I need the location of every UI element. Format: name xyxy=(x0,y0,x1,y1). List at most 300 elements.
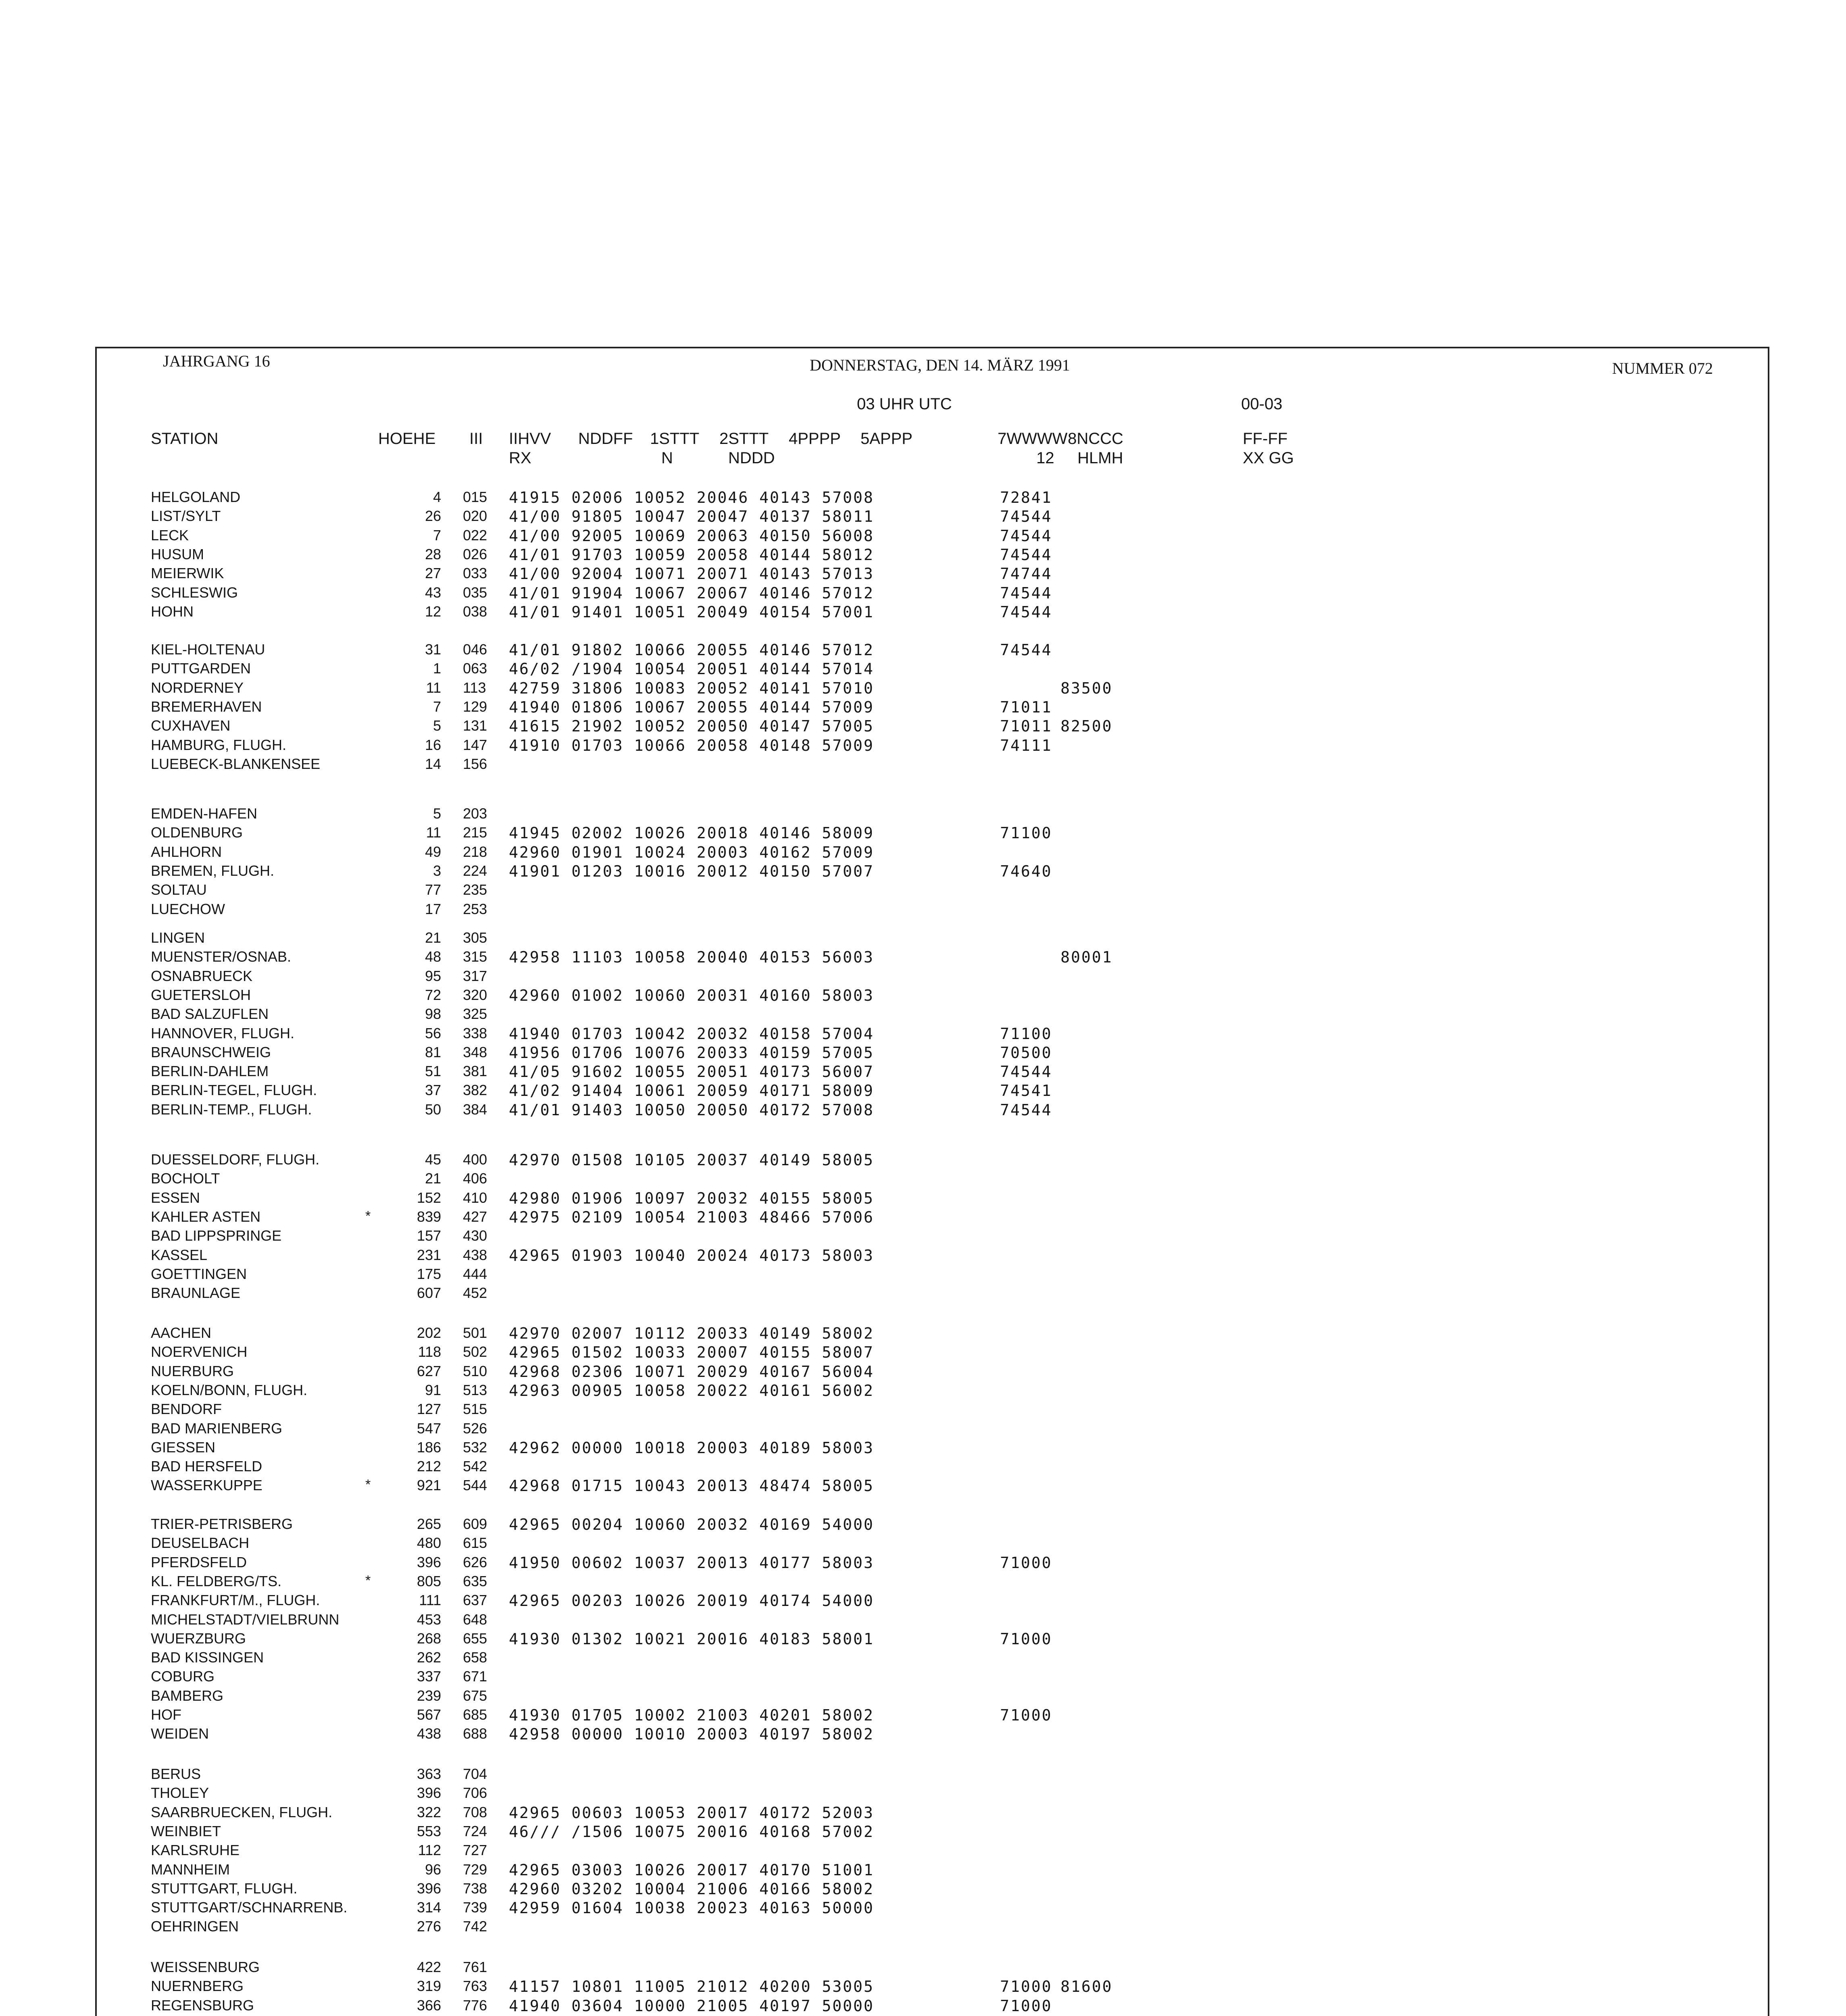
station-name: KARLSRUHE xyxy=(151,1842,240,1858)
station-height: 422 xyxy=(417,1959,441,1975)
station-height: 118 xyxy=(418,1343,441,1360)
station-name: SCHLESWIG xyxy=(151,584,238,601)
synop-groups: 41901 01203 10016 20012 40150 57007 xyxy=(509,862,874,880)
station-height: 56 xyxy=(425,1025,441,1041)
station-name: AHLHORN xyxy=(151,843,222,860)
col-12: 12 xyxy=(1036,449,1054,467)
synop-groups: 42965 01903 10040 20024 40173 58003 xyxy=(509,1247,874,1264)
col-nddff: NDDFF xyxy=(578,430,633,448)
station-id: 020 xyxy=(463,508,488,524)
station-height: 49 xyxy=(425,843,441,860)
station-height: 186 xyxy=(417,1439,441,1456)
station-name: HUSUM xyxy=(151,546,204,562)
station-name: AACHEN xyxy=(151,1325,212,1341)
station-id: 615 xyxy=(463,1535,488,1551)
station-height: 553 xyxy=(417,1823,441,1839)
station-name: LECK xyxy=(151,527,189,544)
station-id: 156 xyxy=(463,756,488,772)
station-name: BAD KISSINGEN xyxy=(151,1649,264,1666)
cloud-group: 82500 xyxy=(1061,717,1113,735)
station-name: PFERDSFELD xyxy=(151,1554,247,1570)
time-range: 00-03 xyxy=(1241,395,1283,413)
station-id: 338 xyxy=(463,1025,488,1041)
station-name: HELGOLAND xyxy=(151,489,241,505)
synop-groups: 41/01 91703 10059 20058 40144 58012 xyxy=(509,546,874,564)
station-name: BAD MARIENBERG xyxy=(151,1420,283,1437)
station-name: WASSERKUPPE xyxy=(151,1477,263,1493)
weather-group: 74544 xyxy=(1000,641,1052,659)
synop-groups: 41945 02002 10026 20018 40146 58009 xyxy=(509,824,874,842)
station-height: 21 xyxy=(425,929,441,946)
station-id: 315 xyxy=(463,948,488,965)
synop-groups: 41940 01703 10042 20032 40158 57004 xyxy=(509,1025,874,1043)
weather-group: 74544 xyxy=(1000,603,1052,621)
station-name: MANNHEIM xyxy=(151,1861,230,1878)
weather-group: 74544 xyxy=(1000,584,1052,602)
synop-groups: 41/00 92004 10071 20071 40143 57013 xyxy=(509,565,874,583)
weather-group: 74544 xyxy=(1000,1101,1052,1119)
cloud-group: 80001 xyxy=(1061,948,1113,966)
station-name: OSNABRUECK xyxy=(151,968,253,984)
synop-groups: 42759 31806 10083 20052 40141 57010 xyxy=(509,679,874,697)
weather-group: 74541 xyxy=(1000,1082,1052,1100)
weather-group: 71011 xyxy=(1000,698,1052,716)
issue-number: NUMMER 072 xyxy=(1612,359,1713,377)
station-height: 152 xyxy=(417,1189,441,1206)
station-id: 776 xyxy=(463,1997,488,2014)
weather-group: 71000 xyxy=(1000,1997,1052,2015)
station-height: 37 xyxy=(425,1082,441,1098)
synop-groups: 41/00 91805 10047 20047 40137 58011 xyxy=(509,508,874,525)
date-label: DONNERSTAG, DEN 14. MÄRZ 1991 xyxy=(810,356,1070,374)
synop-groups: 42962 00000 10018 20003 40189 58003 xyxy=(509,1439,874,1457)
synop-groups: 41157 10801 11005 21012 40200 53005 xyxy=(509,1978,874,1995)
station-height: 607 xyxy=(417,1285,441,1301)
station-height: 322 xyxy=(417,1804,441,1820)
station-height: 231 xyxy=(417,1247,441,1263)
weather-group: 74544 xyxy=(1000,1063,1052,1081)
station-name: BREMERHAVEN xyxy=(151,698,262,715)
station-height: 268 xyxy=(417,1630,441,1647)
synop-groups: 41940 01806 10067 20055 40144 57009 xyxy=(509,698,874,716)
station-name: WEINBIET xyxy=(151,1823,221,1839)
station-id: 235 xyxy=(463,881,488,898)
station-id: 400 xyxy=(463,1151,488,1168)
synop-groups: 41940 03604 10000 21005 40197 50000 xyxy=(509,1997,874,2015)
synop-groups: 46/// /1506 10075 20016 40168 57002 xyxy=(509,1823,874,1841)
station-height: 17 xyxy=(425,901,441,917)
station-height: 96 xyxy=(425,1861,441,1878)
station-id: 022 xyxy=(463,527,488,544)
station-height: 265 xyxy=(417,1516,441,1532)
station-name: BERLIN-TEMP., FLUGH. xyxy=(151,1101,312,1118)
station-height: 98 xyxy=(425,1006,441,1022)
synop-groups: 42980 01906 10097 20032 40155 58005 xyxy=(509,1189,874,1207)
station-id: 215 xyxy=(463,824,488,841)
observation-time: 03 UHR UTC xyxy=(857,395,952,413)
station-name: BAMBERG xyxy=(151,1687,224,1704)
col-8nccc: 8NCCC xyxy=(1068,430,1123,448)
station-height: 366 xyxy=(417,1997,441,2014)
synop-groups: 42960 01002 10060 20031 40160 58003 xyxy=(509,987,874,1004)
synop-groups: 42958 00000 10010 20003 40197 58002 xyxy=(509,1725,874,1743)
station-height: 212 xyxy=(417,1458,441,1475)
station-id: 685 xyxy=(463,1706,488,1723)
station-height: 480 xyxy=(417,1535,441,1551)
station-height: 95 xyxy=(425,968,441,984)
station-id: 513 xyxy=(463,1382,488,1398)
col-5appp: 5APPP xyxy=(860,430,913,448)
weather-group: 71000 xyxy=(1000,1978,1052,1995)
station-id: 671 xyxy=(463,1668,488,1685)
station-id: 542 xyxy=(463,1458,488,1475)
synop-groups: 42970 01508 10105 20037 40149 58005 xyxy=(509,1151,874,1169)
station-id: 729 xyxy=(463,1861,488,1878)
synop-groups: 42975 02109 10054 21003 48466 57006 xyxy=(509,1208,874,1226)
col-rx: RX xyxy=(509,449,531,467)
weather-group: 74640 xyxy=(1000,862,1052,880)
station-name: NUERBURG xyxy=(151,1363,234,1379)
station-id: 727 xyxy=(463,1842,488,1858)
station-height: 839 xyxy=(417,1208,441,1225)
station-id: 501 xyxy=(463,1325,488,1341)
station-height: 5 xyxy=(433,717,441,734)
station-height: 314 xyxy=(417,1899,441,1916)
station-name: HANNOVER, FLUGH. xyxy=(151,1025,295,1041)
station-name: BREMEN, FLUGH. xyxy=(151,862,275,879)
station-id: 129 xyxy=(463,698,488,715)
station-id: 430 xyxy=(463,1227,488,1244)
synop-groups: 42960 03202 10004 21006 40166 58002 xyxy=(509,1880,874,1898)
synop-groups: 42965 00204 10060 20032 40169 54000 xyxy=(509,1516,874,1533)
station-id: 253 xyxy=(463,901,488,917)
station-height: 396 xyxy=(417,1880,441,1897)
station-id: 320 xyxy=(463,987,488,1003)
station-id: 532 xyxy=(463,1439,488,1456)
synop-groups: 41930 01705 10002 21003 40201 58002 xyxy=(509,1706,874,1724)
station-id: 348 xyxy=(463,1044,488,1060)
station-id: 131 xyxy=(463,717,488,734)
station-id: 742 xyxy=(463,1918,488,1935)
col-hlmh: HLMH xyxy=(1077,449,1123,467)
station-name: GOETTINGEN xyxy=(151,1266,247,1282)
station-name: GIESSEN xyxy=(151,1439,216,1456)
station-name: CUXHAVEN xyxy=(151,717,231,734)
station-id: 704 xyxy=(463,1766,488,1782)
station-height: 111 xyxy=(419,1592,441,1608)
station-height: 567 xyxy=(417,1706,441,1723)
station-name: SOLTAU xyxy=(151,881,207,898)
synop-groups: 41950 00602 10037 20013 40177 58003 xyxy=(509,1554,874,1572)
weather-group: 74744 xyxy=(1000,565,1052,583)
col-2sttt: 2STTT xyxy=(719,430,769,448)
station-name: KOELN/BONN, FLUGH. xyxy=(151,1382,308,1398)
station-id: 218 xyxy=(463,843,488,860)
station-height: 5 xyxy=(433,805,441,822)
station-name: WEISSENBURG xyxy=(151,1959,260,1975)
col-xx-gg: XX GG xyxy=(1243,449,1294,467)
station-name: OLDENBURG xyxy=(151,824,243,841)
weather-group: 71100 xyxy=(1000,1025,1052,1043)
station-name: PUTTGARDEN xyxy=(151,660,251,677)
station-height: 7 xyxy=(433,698,441,715)
weather-group: 71000 xyxy=(1000,1554,1052,1572)
station-name: WUERZBURG xyxy=(151,1630,246,1647)
station-height: 3 xyxy=(433,862,441,879)
station-id: 452 xyxy=(463,1285,488,1301)
station-name: BRAUNLAGE xyxy=(151,1285,241,1301)
station-id: 427 xyxy=(463,1208,488,1225)
synop-groups: 41/01 91403 10050 20050 40172 57008 xyxy=(509,1101,874,1119)
station-id: 406 xyxy=(463,1170,488,1187)
col-7wwww: 7WWWW xyxy=(998,430,1068,448)
station-height: 547 xyxy=(417,1420,441,1437)
station-name: BAD HERSFELD xyxy=(151,1458,263,1475)
station-height: 14 xyxy=(425,756,441,772)
synop-groups: 42958 11103 10058 20040 40153 56003 xyxy=(509,948,874,966)
station-name: TRIER-PETRISBERG xyxy=(151,1516,293,1532)
synop-groups: 42965 00603 10053 20017 40172 52003 xyxy=(509,1804,874,1822)
station-id: 761 xyxy=(463,1959,488,1975)
weather-group: 74544 xyxy=(1000,508,1052,525)
station-height: 396 xyxy=(417,1785,441,1801)
station-height: 157 xyxy=(417,1227,441,1244)
col-4pppp: 4PPPP xyxy=(789,430,841,448)
station-height: 453 xyxy=(417,1611,441,1628)
synop-groups: 42960 01901 10024 20003 40162 57009 xyxy=(509,843,874,861)
station-name: FRANKFURT/M., FLUGH. xyxy=(151,1592,320,1608)
station-name: COBURG xyxy=(151,1668,215,1685)
station-id: 046 xyxy=(463,641,488,658)
station-height: 627 xyxy=(417,1363,441,1379)
synop-groups: 42968 01715 10043 20013 48474 58005 xyxy=(509,1477,874,1495)
station-height: 7 xyxy=(433,527,441,544)
station-id: 648 xyxy=(463,1611,488,1628)
station-name: DUESSELDORF, FLUGH. xyxy=(151,1151,320,1168)
station-id: 325 xyxy=(463,1006,488,1022)
station-id: 224 xyxy=(463,862,488,879)
station-height: 26 xyxy=(425,508,441,524)
station-height: 175 xyxy=(417,1266,441,1282)
station-height: 112 xyxy=(418,1842,441,1858)
station-id: 147 xyxy=(463,737,488,753)
synop-groups: 41/01 91904 10067 20067 40146 57012 xyxy=(509,584,874,602)
station-name: MEIERWIK xyxy=(151,565,224,581)
station-id: 381 xyxy=(463,1063,488,1079)
station-name: BENDORF xyxy=(151,1401,222,1417)
synop-groups: 42963 00905 10058 20022 40161 56002 xyxy=(509,1382,874,1400)
station-id: 305 xyxy=(463,929,488,946)
station-name: WEIDEN xyxy=(151,1725,209,1742)
station-name: BERUS xyxy=(151,1766,201,1782)
weather-group: 72841 xyxy=(1000,489,1052,506)
station-name: DEUSELBACH xyxy=(151,1535,250,1551)
station-id: 382 xyxy=(463,1082,488,1098)
station-name: KIEL-HOLTENAU xyxy=(151,641,265,658)
weather-group: 71000 xyxy=(1000,1706,1052,1724)
station-name: HAMBURG, FLUGH. xyxy=(151,737,287,753)
station-height: 77 xyxy=(425,881,441,898)
station-name: BOCHOLT xyxy=(151,1170,220,1187)
station-id: 544 xyxy=(463,1477,488,1493)
station-height: 28 xyxy=(425,546,441,562)
station-id: 113 xyxy=(463,679,486,696)
station-name: LUECHOW xyxy=(151,901,225,917)
synop-groups: 42970 02007 10112 20033 40149 58002 xyxy=(509,1325,874,1342)
station-name: KAHLER ASTEN xyxy=(151,1208,261,1225)
station-id: 626 xyxy=(463,1554,488,1570)
col-ff-ff: FF-FF xyxy=(1243,430,1288,448)
station-name: THOLEY xyxy=(151,1785,209,1801)
mountain-marker: * xyxy=(365,1208,371,1224)
station-name: STUTTGART, FLUGH. xyxy=(151,1880,298,1897)
station-name: KL. FELDBERG/TS. xyxy=(151,1573,282,1589)
synop-groups: 41/00 92005 10069 20063 40150 56008 xyxy=(509,527,874,545)
station-id: 502 xyxy=(463,1343,488,1360)
station-name: REGENSBURG xyxy=(151,1997,254,2014)
station-height: 16 xyxy=(425,737,441,753)
col-1sttt: 1STTT xyxy=(650,430,700,448)
mountain-marker: * xyxy=(365,1573,371,1588)
station-name: EMDEN-HAFEN xyxy=(151,805,258,822)
weather-group: 71011 xyxy=(1000,717,1052,735)
station-height: 239 xyxy=(417,1687,441,1704)
station-id: 063 xyxy=(463,660,488,677)
station-id: 609 xyxy=(463,1516,488,1532)
col-iihvv: IIHVV xyxy=(509,430,551,448)
station-name: HOF xyxy=(151,1706,181,1723)
station-id: 203 xyxy=(463,805,488,822)
station-height: 48 xyxy=(425,948,441,965)
station-id: 444 xyxy=(463,1266,488,1282)
synop-groups: 41930 01302 10021 20016 40183 58001 xyxy=(509,1630,874,1648)
station-name: SAARBRUECKEN, FLUGH. xyxy=(151,1804,333,1820)
station-name: BRAUNSCHWEIG xyxy=(151,1044,271,1060)
synop-groups: 41/05 91602 10055 20051 40173 56007 xyxy=(509,1063,874,1081)
station-name: OEHRINGEN xyxy=(151,1918,239,1935)
col-iii: III xyxy=(469,430,483,448)
station-id: 688 xyxy=(463,1725,488,1742)
synop-groups: 42965 00203 10026 20019 40174 54000 xyxy=(509,1592,874,1610)
synop-groups: 41956 01706 10076 20033 40159 57005 xyxy=(509,1044,874,1062)
weather-group: 71000 xyxy=(1000,1630,1052,1648)
weather-group: 74111 xyxy=(1000,737,1052,754)
station-id: 658 xyxy=(463,1649,488,1666)
station-height: 363 xyxy=(417,1766,441,1782)
station-height: 4 xyxy=(433,489,441,505)
station-height: 396 xyxy=(417,1554,441,1570)
station-height: 1 xyxy=(433,660,441,677)
synop-groups: 41/02 91404 10061 20059 40171 58009 xyxy=(509,1082,874,1100)
mountain-marker: * xyxy=(365,1477,371,1492)
station-name: HOHN xyxy=(151,603,194,620)
station-name: BERLIN-DAHLEM xyxy=(151,1063,269,1079)
cloud-group: 81600 xyxy=(1061,1978,1113,1995)
station-id: 510 xyxy=(463,1363,488,1379)
station-id: 675 xyxy=(463,1687,488,1704)
synop-groups: 46/02 /1904 10054 20051 40144 57014 xyxy=(509,660,874,678)
station-height: 91 xyxy=(425,1382,441,1398)
station-id: 515 xyxy=(463,1401,488,1417)
synop-groups: 41/01 91401 10051 20049 40154 57001 xyxy=(509,603,874,621)
weather-group: 74544 xyxy=(1000,546,1052,564)
station-id: 763 xyxy=(463,1978,488,1994)
station-id: 635 xyxy=(463,1573,488,1589)
station-height: 43 xyxy=(425,584,441,601)
station-id: 637 xyxy=(463,1592,488,1608)
col-station: STATION xyxy=(151,430,219,448)
synop-groups: 42968 02306 10071 20029 40167 56004 xyxy=(509,1363,874,1381)
station-name: LUEBECK-BLANKENSEE xyxy=(151,756,321,772)
col-hoehe: HOEHE xyxy=(378,430,436,448)
station-id: 384 xyxy=(463,1101,488,1118)
weather-group: 70500 xyxy=(1000,1044,1052,1062)
station-name: LIST/SYLT xyxy=(151,508,221,524)
synop-groups: 41910 01703 10066 20058 40148 57009 xyxy=(509,737,874,754)
weather-group: 71100 xyxy=(1000,824,1052,842)
volume-label: JAHRGANG 16 xyxy=(163,352,270,370)
station-name: MICHELSTADT/VIELBRUNN xyxy=(151,1611,340,1628)
station-height: 51 xyxy=(425,1063,441,1079)
station-id: 706 xyxy=(463,1785,488,1801)
station-height: 805 xyxy=(417,1573,441,1589)
station-id: 038 xyxy=(463,603,488,620)
station-height: 921 xyxy=(417,1477,441,1493)
synop-groups: 42965 03003 10026 20017 40170 51001 xyxy=(509,1861,874,1879)
station-height: 12 xyxy=(425,603,441,620)
station-name: BERLIN-TEGEL, FLUGH. xyxy=(151,1082,317,1098)
station-id: 708 xyxy=(463,1804,488,1820)
station-id: 033 xyxy=(463,565,488,581)
station-height: 45 xyxy=(425,1151,441,1168)
station-name: MUENSTER/OSNAB. xyxy=(151,948,292,965)
station-id: 026 xyxy=(463,546,488,562)
station-name: NOERVENICH xyxy=(151,1343,248,1360)
station-name: GUETERSLOH xyxy=(151,987,251,1003)
station-height: 27 xyxy=(425,565,441,581)
station-id: 724 xyxy=(463,1823,488,1839)
station-id: 317 xyxy=(463,968,488,984)
station-id: 410 xyxy=(463,1189,488,1206)
station-name: LINGEN xyxy=(151,929,205,946)
station-height: 337 xyxy=(417,1668,441,1685)
station-height: 319 xyxy=(417,1978,441,1994)
station-id: 739 xyxy=(463,1899,488,1916)
station-height: 31 xyxy=(425,641,441,658)
station-height: 11 xyxy=(426,824,441,841)
station-height: 438 xyxy=(417,1725,441,1742)
synop-groups: 42959 01604 10038 20023 40163 50000 xyxy=(509,1899,874,1917)
synop-groups: 41915 02006 10052 20046 40143 57008 xyxy=(509,489,874,506)
station-height: 127 xyxy=(417,1401,441,1417)
station-height: 11 xyxy=(426,679,441,696)
cloud-group: 83500 xyxy=(1061,679,1113,697)
station-id: 015 xyxy=(463,489,488,505)
station-height: 50 xyxy=(425,1101,441,1118)
synop-groups: 41615 21902 10052 20050 40147 57005 xyxy=(509,717,874,735)
station-name: BAD SALZUFLEN xyxy=(151,1006,269,1022)
station-name: NUERNBERG xyxy=(151,1978,244,1994)
station-id: 035 xyxy=(463,584,488,601)
station-id: 738 xyxy=(463,1880,488,1897)
station-name: NORDERNEY xyxy=(151,679,244,696)
synop-groups: 42965 01502 10033 20007 40155 58007 xyxy=(509,1343,874,1361)
station-height: 81 xyxy=(425,1044,441,1060)
station-height: 202 xyxy=(417,1325,441,1341)
station-name: BAD LIPPSPRINGE xyxy=(151,1227,282,1244)
col-n: N xyxy=(661,449,673,467)
station-height: 262 xyxy=(417,1649,441,1666)
